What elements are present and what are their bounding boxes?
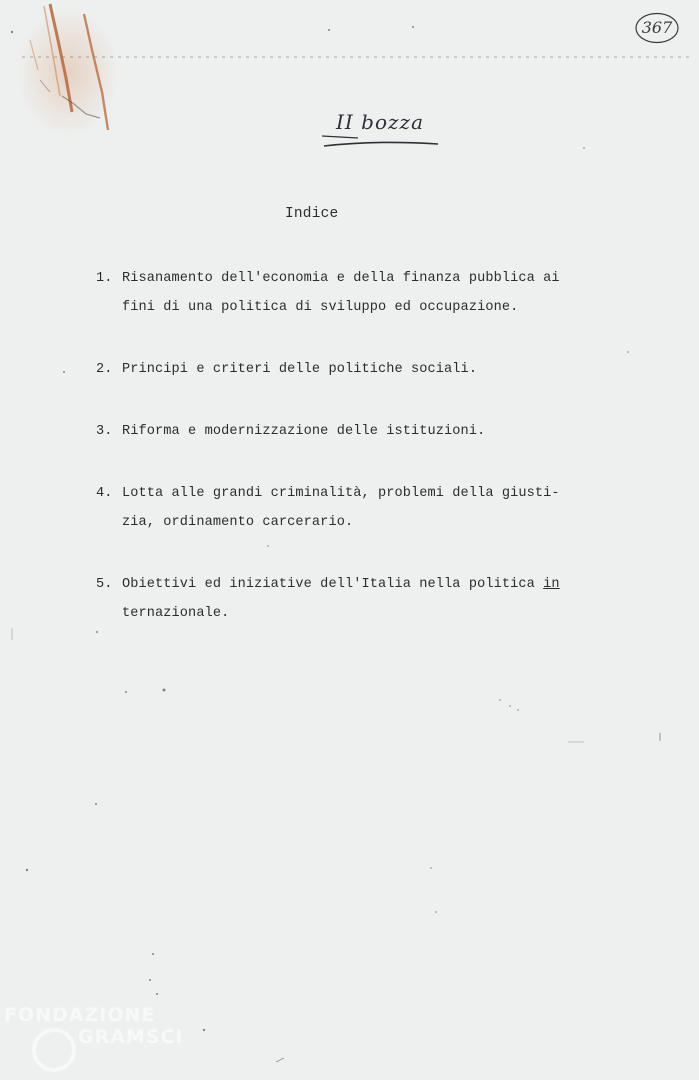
toc-item-line: Lotta alle grandi criminalità, problemi della giusti- <box>122 486 560 501</box>
toc-item-line: ternazionale. <box>122 606 230 621</box>
draft-note: II bozza <box>336 110 424 134</box>
watermark-text: GRAMSCI <box>78 1026 184 1048</box>
table-of-contents <box>96 264 596 661</box>
toc-item-line: zia, ordinamento carcerario. <box>122 515 354 530</box>
watermark-text: FONDAZIONE <box>4 1004 156 1026</box>
toc-item-line: Risanamento dell'economia e della finanza pubblica ai <box>122 271 560 286</box>
toc-item-number: 1. <box>96 271 113 286</box>
folio-number: 367 <box>641 18 673 37</box>
toc-item-line-text: Obiettivi ed iniziative dell'Italia nella politica <box>122 577 544 592</box>
toc-item-line: Riforma e modernizzazione delle istituzioni. <box>122 424 486 439</box>
dotted-rule <box>22 56 692 58</box>
toc-item-5 <box>96 570 596 628</box>
toc-item-number: 5. <box>96 577 113 592</box>
toc-item-number: 3. <box>96 424 113 439</box>
page-title: Indice <box>285 206 339 222</box>
toc-item-3 <box>96 417 596 446</box>
toc-item-number: 4. <box>96 486 113 501</box>
toc-item-4 <box>96 479 596 537</box>
toc-item-underlined-fragment: in <box>543 577 560 592</box>
toc-item-1 <box>96 264 596 322</box>
toc-item-line: fini di una politica di sviluppo ed occupazione. <box>122 300 519 315</box>
toc-item-2 <box>96 355 596 384</box>
toc-item-number: 2. <box>96 362 113 377</box>
toc-item-line <box>122 570 596 599</box>
toc-item-line: Principi e criteri delle politiche sociali. <box>122 362 478 377</box>
